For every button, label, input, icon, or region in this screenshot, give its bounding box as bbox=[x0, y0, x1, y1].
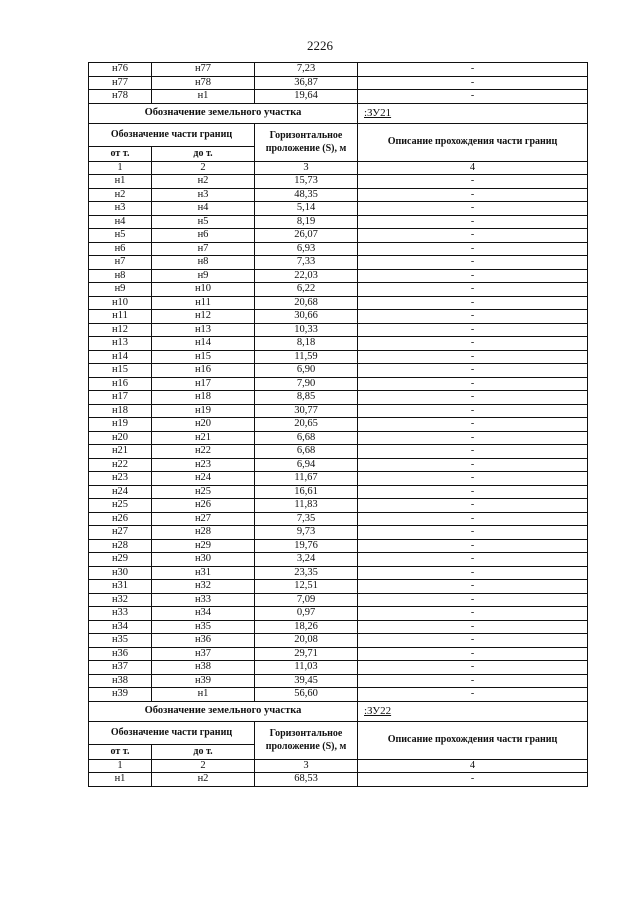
table-row bbox=[89, 76, 588, 90]
to-point: н33 bbox=[152, 593, 255, 607]
from-point: н7 bbox=[89, 256, 152, 270]
length-value: 5,14 bbox=[255, 202, 358, 216]
description-value: - bbox=[358, 188, 588, 202]
description-value: - bbox=[358, 256, 588, 270]
boundary-part-header: Обозначение части границ bbox=[89, 721, 255, 744]
from-point: н14 bbox=[89, 350, 152, 364]
from-point: н19 bbox=[89, 418, 152, 432]
to-point: н30 bbox=[152, 553, 255, 567]
to-point: н8 bbox=[152, 256, 255, 270]
from-header: от т. bbox=[89, 146, 152, 161]
parcel-label: Обозначение земельного участка bbox=[89, 103, 358, 123]
table-row bbox=[89, 202, 588, 216]
table-row bbox=[89, 688, 588, 702]
table-row bbox=[89, 404, 588, 418]
from-point: н39 bbox=[89, 688, 152, 702]
from-point: н16 bbox=[89, 377, 152, 391]
to-point: н27 bbox=[152, 512, 255, 526]
to-point: н77 bbox=[152, 63, 255, 77]
from-point: н13 bbox=[89, 337, 152, 351]
description-value: - bbox=[358, 63, 588, 77]
description-value: - bbox=[358, 773, 588, 787]
column-number: 2 bbox=[152, 759, 255, 773]
parcel-2-title-row bbox=[89, 701, 588, 721]
to-point: н11 bbox=[152, 296, 255, 310]
table-row bbox=[89, 539, 588, 553]
table-row bbox=[89, 634, 588, 648]
from-header: от т. bbox=[89, 744, 152, 759]
length-value: 22,03 bbox=[255, 269, 358, 283]
to-point: н25 bbox=[152, 485, 255, 499]
description-value: - bbox=[358, 229, 588, 243]
from-point: н15 bbox=[89, 364, 152, 378]
to-point: н2 bbox=[152, 175, 255, 189]
description-value: - bbox=[358, 553, 588, 567]
parcel-1-title-row bbox=[89, 103, 588, 123]
boundary-part-header: Обозначение части границ bbox=[89, 123, 255, 146]
column-number: 4 bbox=[358, 161, 588, 175]
length-value: 6,94 bbox=[255, 458, 358, 472]
table-row bbox=[89, 63, 588, 77]
length-value: 23,35 bbox=[255, 566, 358, 580]
to-point: н37 bbox=[152, 647, 255, 661]
description-value: - bbox=[358, 485, 588, 499]
description-value: - bbox=[358, 593, 588, 607]
description-value: - bbox=[358, 269, 588, 283]
table-row bbox=[89, 242, 588, 256]
from-point: н3 bbox=[89, 202, 152, 216]
parcel-2-header bbox=[89, 701, 588, 773]
table-row bbox=[89, 296, 588, 310]
parcel-code: :ЗУ21 bbox=[358, 103, 588, 123]
from-point: н12 bbox=[89, 323, 152, 337]
length-value: 6,22 bbox=[255, 283, 358, 297]
table-row bbox=[89, 431, 588, 445]
length-value: 26,07 bbox=[255, 229, 358, 243]
description-value: - bbox=[358, 377, 588, 391]
length-value: 16,61 bbox=[255, 485, 358, 499]
table-row bbox=[89, 269, 588, 283]
to-point: н78 bbox=[152, 76, 255, 90]
length-value: 6,93 bbox=[255, 242, 358, 256]
table-row bbox=[89, 229, 588, 243]
to-point: н3 bbox=[152, 188, 255, 202]
from-point: н26 bbox=[89, 512, 152, 526]
length-value: 12,51 bbox=[255, 580, 358, 594]
table-row bbox=[89, 607, 588, 621]
description-value: - bbox=[358, 499, 588, 513]
description-value: - bbox=[358, 512, 588, 526]
to-point: н24 bbox=[152, 472, 255, 486]
description-value: - bbox=[358, 688, 588, 702]
to-point: н32 bbox=[152, 580, 255, 594]
from-point: н31 bbox=[89, 580, 152, 594]
description-value: - bbox=[358, 310, 588, 324]
description-value: - bbox=[358, 175, 588, 189]
table-row bbox=[89, 310, 588, 324]
boundary-table bbox=[88, 62, 588, 787]
description-value: - bbox=[358, 620, 588, 634]
length-value: 19,64 bbox=[255, 90, 358, 104]
from-point: н37 bbox=[89, 661, 152, 675]
length-value: 15,73 bbox=[255, 175, 358, 189]
to-point: н17 bbox=[152, 377, 255, 391]
description-value: - bbox=[358, 458, 588, 472]
from-point: н29 bbox=[89, 553, 152, 567]
table-row bbox=[89, 661, 588, 675]
from-point: н28 bbox=[89, 539, 152, 553]
from-point: н20 bbox=[89, 431, 152, 445]
to-point: н18 bbox=[152, 391, 255, 405]
to-point: н14 bbox=[152, 337, 255, 351]
description-value: - bbox=[358, 674, 588, 688]
length-value: 8,19 bbox=[255, 215, 358, 229]
table-row bbox=[89, 773, 588, 787]
table-row bbox=[89, 593, 588, 607]
header-row bbox=[89, 123, 588, 146]
length-value: 30,66 bbox=[255, 310, 358, 324]
from-point: н24 bbox=[89, 485, 152, 499]
table-row bbox=[89, 566, 588, 580]
length-value: 9,73 bbox=[255, 526, 358, 540]
description-header: Описание прохождения части границ bbox=[358, 123, 588, 161]
table-row bbox=[89, 256, 588, 270]
length-value: 8,85 bbox=[255, 391, 358, 405]
to-point: н6 bbox=[152, 229, 255, 243]
length-value: 11,03 bbox=[255, 661, 358, 675]
table-row bbox=[89, 364, 588, 378]
length-value: 20,08 bbox=[255, 634, 358, 648]
from-point: н9 bbox=[89, 283, 152, 297]
table-row bbox=[89, 283, 588, 297]
to-point: н31 bbox=[152, 566, 255, 580]
length-value: 11,83 bbox=[255, 499, 358, 513]
from-point: н18 bbox=[89, 404, 152, 418]
from-point: н2 bbox=[89, 188, 152, 202]
length-value: 11,59 bbox=[255, 350, 358, 364]
to-point: н26 bbox=[152, 499, 255, 513]
to-header: до т. bbox=[152, 146, 255, 161]
length-value: 30,77 bbox=[255, 404, 358, 418]
table-row bbox=[89, 620, 588, 634]
length-value: 11,67 bbox=[255, 472, 358, 486]
description-value: - bbox=[358, 445, 588, 459]
table-row bbox=[89, 445, 588, 459]
to-point: н36 bbox=[152, 634, 255, 648]
table-row bbox=[89, 175, 588, 189]
table-row bbox=[89, 485, 588, 499]
description-header: Описание прохождения части границ bbox=[358, 721, 588, 759]
from-point: н32 bbox=[89, 593, 152, 607]
from-point: н4 bbox=[89, 215, 152, 229]
description-value: - bbox=[358, 296, 588, 310]
table-row bbox=[89, 337, 588, 351]
from-point: н33 bbox=[89, 607, 152, 621]
page-number: 2226 bbox=[307, 38, 333, 53]
from-point: н76 bbox=[89, 63, 152, 77]
description-value: - bbox=[358, 215, 588, 229]
column-number: 4 bbox=[358, 759, 588, 773]
to-point: н39 bbox=[152, 674, 255, 688]
length-value: 8,18 bbox=[255, 337, 358, 351]
table-row bbox=[89, 553, 588, 567]
to-point: н7 bbox=[152, 242, 255, 256]
column-number: 3 bbox=[255, 759, 358, 773]
table-row bbox=[89, 472, 588, 486]
description-value: - bbox=[358, 580, 588, 594]
table-row bbox=[89, 215, 588, 229]
from-point: н21 bbox=[89, 445, 152, 459]
description-value: - bbox=[358, 283, 588, 297]
to-point: н16 bbox=[152, 364, 255, 378]
description-value: - bbox=[358, 431, 588, 445]
length-value: 20,65 bbox=[255, 418, 358, 432]
to-point: н21 bbox=[152, 431, 255, 445]
column-numbers-row bbox=[89, 759, 588, 773]
description-value: - bbox=[358, 242, 588, 256]
column-number: 1 bbox=[89, 759, 152, 773]
from-point: н27 bbox=[89, 526, 152, 540]
from-point: н6 bbox=[89, 242, 152, 256]
parcel-1-header bbox=[89, 103, 588, 175]
length-value: 68,53 bbox=[255, 773, 358, 787]
length-value: 18,26 bbox=[255, 620, 358, 634]
to-header: до т. bbox=[152, 744, 255, 759]
to-point: н28 bbox=[152, 526, 255, 540]
description-value: - bbox=[358, 607, 588, 621]
from-point: н11 bbox=[89, 310, 152, 324]
to-point: н10 bbox=[152, 283, 255, 297]
from-point: н25 bbox=[89, 499, 152, 513]
table-row bbox=[89, 391, 588, 405]
length-value: 6,68 bbox=[255, 445, 358, 459]
to-point: н5 bbox=[152, 215, 255, 229]
table-row bbox=[89, 647, 588, 661]
to-point: н29 bbox=[152, 539, 255, 553]
to-point: н22 bbox=[152, 445, 255, 459]
to-point: н9 bbox=[152, 269, 255, 283]
from-point: н23 bbox=[89, 472, 152, 486]
from-point: н38 bbox=[89, 674, 152, 688]
table-row bbox=[89, 674, 588, 688]
description-value: - bbox=[358, 566, 588, 580]
table-row bbox=[89, 458, 588, 472]
table-row bbox=[89, 418, 588, 432]
table-row bbox=[89, 323, 588, 337]
length-value: 0,97 bbox=[255, 607, 358, 621]
from-point: н1 bbox=[89, 773, 152, 787]
length-value: 39,45 bbox=[255, 674, 358, 688]
description-value: - bbox=[358, 418, 588, 432]
length-value: 7,09 bbox=[255, 593, 358, 607]
table-row bbox=[89, 512, 588, 526]
description-value: - bbox=[358, 364, 588, 378]
table-row bbox=[89, 580, 588, 594]
to-point: н2 bbox=[152, 773, 255, 787]
length-header: Горизонтальное проложение (S), м bbox=[255, 123, 358, 161]
description-value: - bbox=[358, 647, 588, 661]
length-value: 29,71 bbox=[255, 647, 358, 661]
table-row bbox=[89, 526, 588, 540]
to-point: н1 bbox=[152, 90, 255, 104]
table-row bbox=[89, 377, 588, 391]
parcel-1-rows bbox=[89, 175, 588, 702]
from-point: н22 bbox=[89, 458, 152, 472]
column-number: 2 bbox=[152, 161, 255, 175]
from-point: н77 bbox=[89, 76, 152, 90]
table-row bbox=[89, 499, 588, 513]
from-point: н35 bbox=[89, 634, 152, 648]
length-value: 36,87 bbox=[255, 76, 358, 90]
top-rows bbox=[89, 63, 588, 104]
description-value: - bbox=[358, 526, 588, 540]
length-value: 6,90 bbox=[255, 364, 358, 378]
from-point: н34 bbox=[89, 620, 152, 634]
to-point: н35 bbox=[152, 620, 255, 634]
column-numbers-row bbox=[89, 161, 588, 175]
parcel-code: :ЗУ22 bbox=[358, 701, 588, 721]
to-point: н15 bbox=[152, 350, 255, 364]
table-row bbox=[89, 350, 588, 364]
to-point: н12 bbox=[152, 310, 255, 324]
description-value: - bbox=[358, 337, 588, 351]
parcel-label: Обозначение земельного участка bbox=[89, 701, 358, 721]
to-point: н20 bbox=[152, 418, 255, 432]
length-value: 48,35 bbox=[255, 188, 358, 202]
from-point: н17 bbox=[89, 391, 152, 405]
column-number: 3 bbox=[255, 161, 358, 175]
to-point: н13 bbox=[152, 323, 255, 337]
description-value: - bbox=[358, 202, 588, 216]
length-value: 6,68 bbox=[255, 431, 358, 445]
length-header: Горизонтальное проложение (S), м bbox=[255, 721, 358, 759]
to-point: н23 bbox=[152, 458, 255, 472]
description-value: - bbox=[358, 472, 588, 486]
description-value: - bbox=[358, 323, 588, 337]
length-value: 7,33 bbox=[255, 256, 358, 270]
from-point: н1 bbox=[89, 175, 152, 189]
from-point: н36 bbox=[89, 647, 152, 661]
description-value: - bbox=[358, 391, 588, 405]
length-value: 3,24 bbox=[255, 553, 358, 567]
to-point: н34 bbox=[152, 607, 255, 621]
to-point: н38 bbox=[152, 661, 255, 675]
to-point: н4 bbox=[152, 202, 255, 216]
description-value: - bbox=[358, 539, 588, 553]
from-point: н8 bbox=[89, 269, 152, 283]
length-value: 7,35 bbox=[255, 512, 358, 526]
parcel-2-rows bbox=[89, 773, 588, 787]
from-point: н10 bbox=[89, 296, 152, 310]
description-value: - bbox=[358, 76, 588, 90]
to-point: н1 bbox=[152, 688, 255, 702]
table-row bbox=[89, 90, 588, 104]
from-point: н5 bbox=[89, 229, 152, 243]
from-point: н30 bbox=[89, 566, 152, 580]
length-value: 56,60 bbox=[255, 688, 358, 702]
description-value: - bbox=[358, 350, 588, 364]
from-point: н78 bbox=[89, 90, 152, 104]
description-value: - bbox=[358, 90, 588, 104]
column-number: 1 bbox=[89, 161, 152, 175]
length-value: 20,68 bbox=[255, 296, 358, 310]
table-row bbox=[89, 188, 588, 202]
description-value: - bbox=[358, 404, 588, 418]
length-value: 19,76 bbox=[255, 539, 358, 553]
length-value: 10,33 bbox=[255, 323, 358, 337]
description-value: - bbox=[358, 661, 588, 675]
to-point: н19 bbox=[152, 404, 255, 418]
description-value: - bbox=[358, 634, 588, 648]
length-value: 7,90 bbox=[255, 377, 358, 391]
header-row bbox=[89, 721, 588, 744]
length-value: 7,23 bbox=[255, 63, 358, 77]
